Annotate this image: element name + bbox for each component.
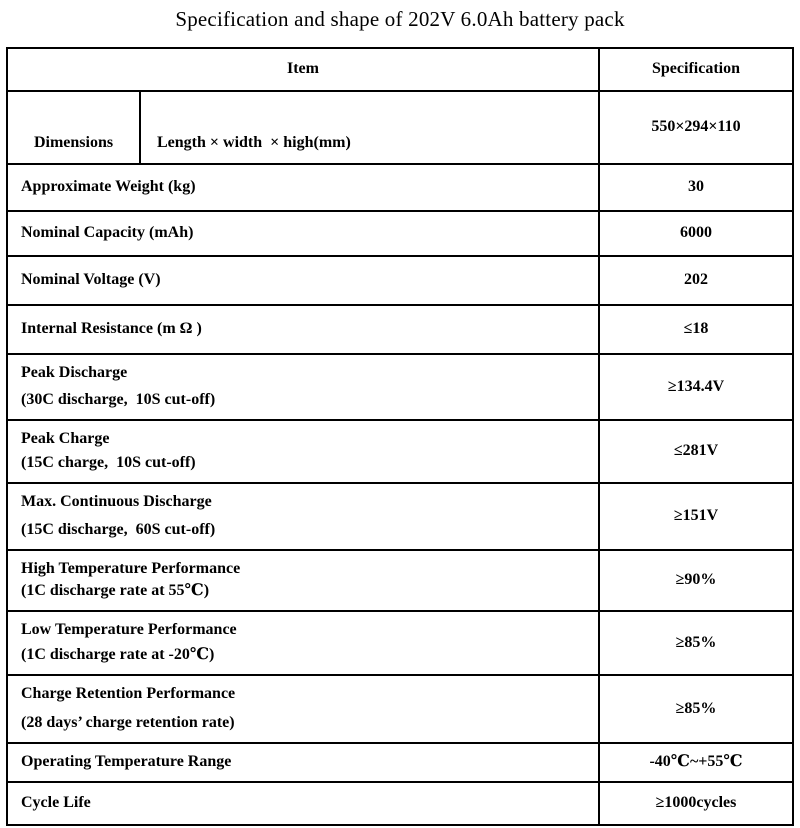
item-cell [8,355,600,419]
item-label-line1: Charge Retention Performance [21,685,236,702]
item-label-line1: High Temperature Performance [21,560,241,577]
specification-table [6,47,794,826]
spec-cell [600,212,792,255]
item-cell [8,165,600,210]
spec-value: ≥134.4V [667,377,725,395]
header-spec-cell [600,49,792,90]
item-cell [8,551,600,610]
table-row [8,484,792,551]
item-label: Nominal Voltage (V) [21,271,161,289]
item-label-line1: Peak Charge [21,430,110,447]
dimensions-spec-value: 550×294×110 [651,118,741,136]
item-label-line2: (15C discharge, 60S cut-off) [21,520,216,538]
spec-cell [600,484,792,549]
item-label: Cycle Life [21,794,91,812]
table-row [8,612,792,676]
spec-value: ≥151V [673,507,719,525]
spec-cell [600,783,792,824]
table-row [8,257,792,306]
spec-cell [600,676,792,742]
item-label-line1: Max. Continuous Discharge [21,493,212,510]
item-cell [8,306,600,353]
spec-value: ≥85% [675,699,717,717]
table-row [8,783,792,824]
table-row [8,306,792,355]
item-label-line2: (28 days’ charge retention rate) [21,713,235,731]
spec-cell [600,744,792,781]
header-item-label: Item [287,60,319,78]
table-row [8,355,792,421]
table-header-row [8,49,792,92]
spec-cell [600,421,792,482]
spec-value: 202 [684,271,708,289]
spec-value: ≤281V [673,442,719,460]
table-row [8,551,792,612]
header-spec-label: Specification [652,60,740,78]
spec-value: 6000 [680,224,712,242]
table-row-dimensions [8,92,792,165]
spec-value: -40℃~+55℃ [649,753,743,771]
item-cell [8,212,600,255]
item-cell [8,676,600,742]
item-label-line2: (1C discharge rate at 55℃) [21,581,210,599]
item-cell [8,744,600,781]
item-label: Operating Temperature Range [21,753,232,771]
table-row [8,676,792,744]
spec-cell [600,355,792,419]
table-row [8,421,792,484]
item-label-line1: Peak Discharge [21,364,128,381]
spec-value: ≤18 [683,320,709,338]
dimensions-item-cell [141,92,600,163]
dimensions-group-label: Dimensions [33,133,114,151]
item-label: Internal Resistance (m Ω ) [21,320,202,338]
dimensions-item-label: Length × width × high(mm) [157,133,351,151]
item-cell [8,484,600,549]
spec-cell [600,165,792,210]
item-label: Nominal Capacity (mAh) [21,224,194,242]
spec-cell [600,306,792,353]
spec-cell [600,551,792,610]
item-cell [8,421,600,482]
item-label-line1: Low Temperature Performance [21,621,237,638]
table-row [8,744,792,783]
item-label: Approximate Weight (kg) [21,178,196,196]
spec-cell [600,257,792,304]
item-label-line2: (1C discharge rate at -20℃) [21,645,215,663]
spec-value: ≥90% [675,571,717,589]
spec-value: 30 [688,178,704,196]
item-label-line2: (30C discharge, 10S cut-off) [21,390,216,408]
table-row [8,212,792,257]
spec-value: ≥85% [675,633,717,651]
spec-value: ≥1000cycles [655,794,737,812]
item-cell [8,783,600,824]
item-label-line2: (15C charge, 10S cut-off) [21,453,196,471]
spec-cell [600,612,792,674]
header-item-cell [8,49,600,90]
page-title: Specification and shape of 202V 6.0Ah battery pack [175,7,625,31]
table-row [8,165,792,212]
item-cell [8,257,600,304]
item-cell [8,612,600,674]
dimensions-group-cell [8,92,141,163]
dimensions-spec-cell [600,92,792,163]
